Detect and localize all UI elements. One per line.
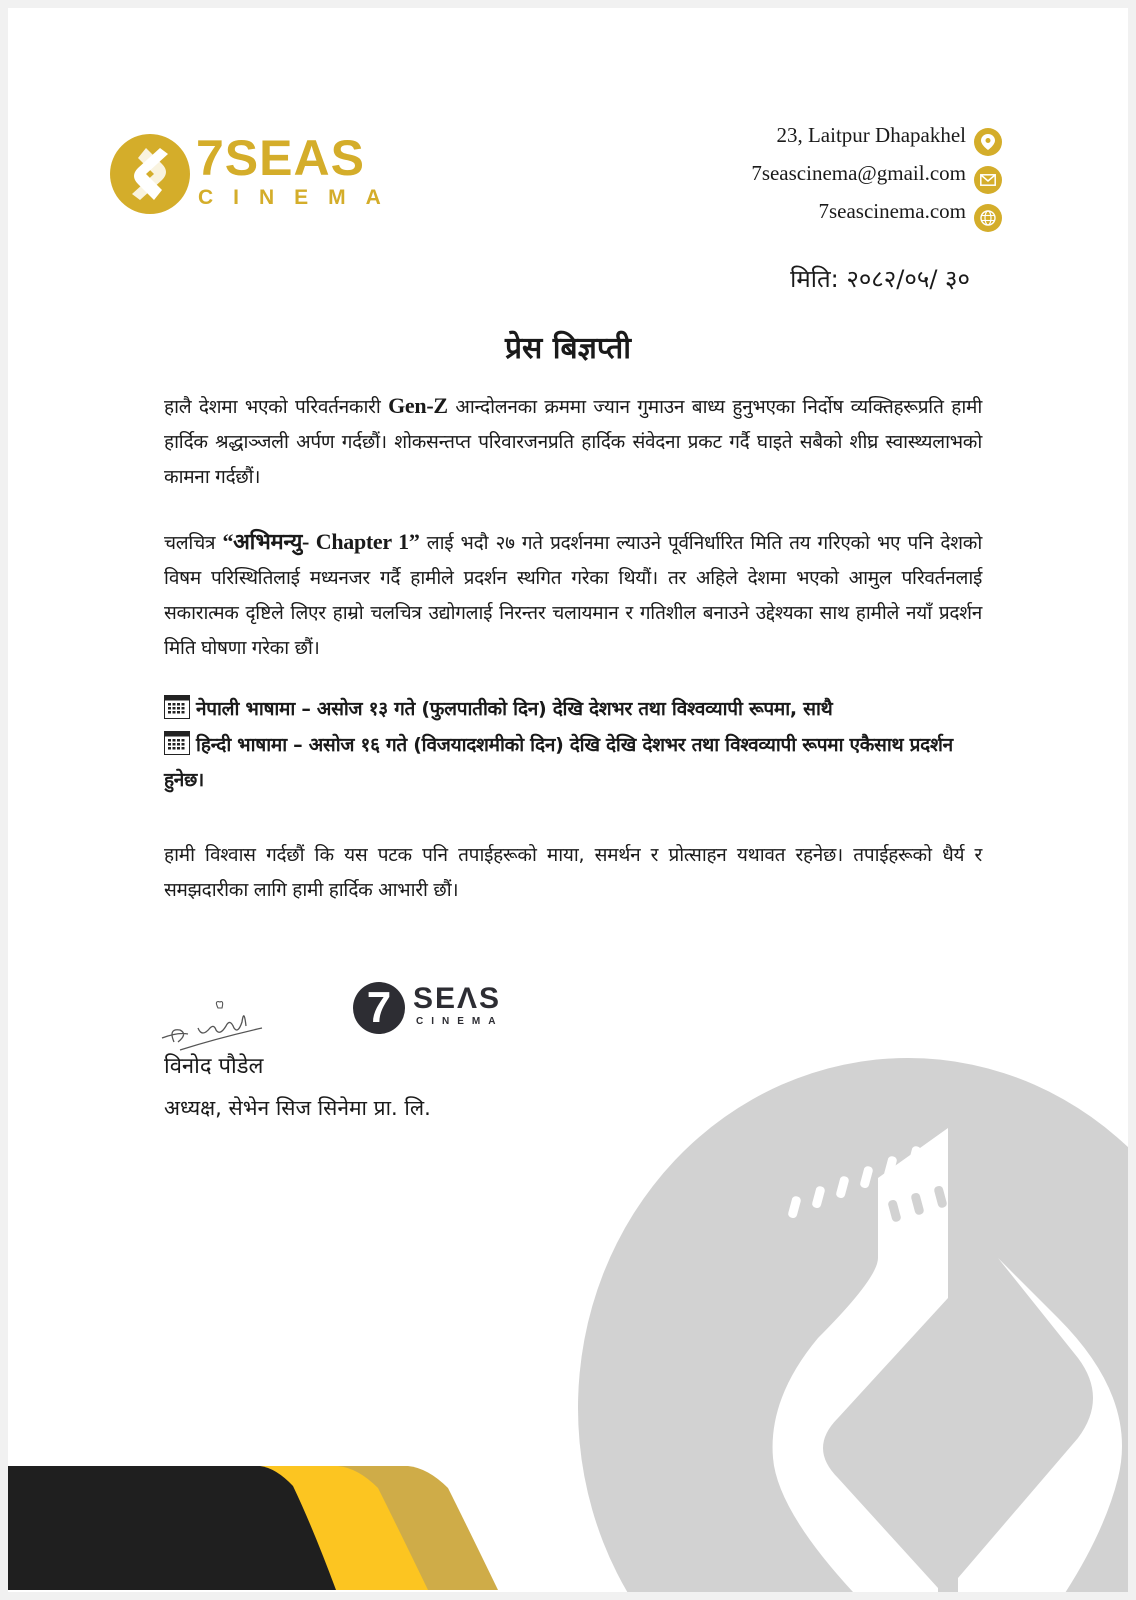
globe-icon xyxy=(974,204,1002,232)
signer-title: अध्यक्ष, सेभेन सिज सिनेमा प्रा. लि. xyxy=(164,1096,431,1120)
schedule-text: नेपाली भाषामा – असोज १३ गते (फुलपातीको दिन) देखि देशभर तथा विश्वव्यापी रूपमा, साथै xyxy=(196,698,833,720)
press-release-page xyxy=(8,8,1128,1592)
website-link[interactable]: 7seascinema.com xyxy=(818,198,966,223)
company-logo xyxy=(110,128,410,228)
watermark-logo-icon xyxy=(578,1058,1128,1592)
decorative-footer-stripes xyxy=(8,1458,548,1592)
film-reel-s-logo-icon xyxy=(110,134,190,214)
signer-name: विनोद पौडेल xyxy=(164,1054,264,1079)
envelope-icon xyxy=(974,166,1002,194)
schedule-nepali xyxy=(164,692,982,727)
paragraph-gratitude: हामी विश्वास गर्दछौं कि यस पटक पनि तपाईहरूको माया, समर्थन र प्रोत्साहन यथावत रहनेछ। तपाईहरूको धैर्य र समझदारीका लागि हामी हार्दिक आभारी छौं। xyxy=(164,844,983,901)
stamp-subtitle: CINEMA xyxy=(416,1016,504,1027)
location-pin-icon xyxy=(974,128,1002,156)
schedule-text: हिन्दी भाषामा – असोज १६ गते (विजयादशमीको दिन) देखि देखि देशभर तथा विश्वव्यापी रूपमा एकैसाथ प्रदर्शन हुनेछ। xyxy=(164,734,953,791)
contact-website xyxy=(751,192,1002,230)
contact-email xyxy=(751,154,1002,192)
paragraph-text: लाई भदौ २७ गते प्रदर्शनमा ल्याउने पूर्वनिर्धारित मिति तय गरिएको भए पनि देशको विषम परिस्थितिलाई मध्यनजर गर्दै हामीले प्रदर्शन स्थगित गरेका थियौं। तर अहिले देशमा भएको आमुल परिवर्तनलाई सकारात्मक दृष्टिले लिएर हाम्रो चलचित्र उद्योगलाई निरन्तर चलायमान र गतिशील बनाउने उद्देश्यका साथ हामीले नयाँ प्रदर्शन मिति घोषणा गरेका छौं। xyxy=(164,532,982,659)
calendar-icon xyxy=(164,695,190,719)
contact-block xyxy=(751,116,1002,230)
handwritten-signature xyxy=(158,998,268,1058)
address-text: 23, Laitpur Dhapakhel xyxy=(776,122,966,147)
film-title: “अभिमन्यु- Chapter 1” xyxy=(222,529,420,554)
movement-name: Gen-Z xyxy=(388,393,448,418)
logo-title: 7SEAS xyxy=(196,130,365,186)
stamp-logo-icon: 7 xyxy=(353,982,405,1034)
contact-address xyxy=(751,116,1002,154)
page-title: प्रेस बिज्ञप्ती xyxy=(504,331,632,366)
paragraph-condolence xyxy=(164,388,982,495)
document-date: मिति: २०८२/०५/ ३० xyxy=(790,265,970,293)
email-link[interactable]: 7seascinema@gmail.com xyxy=(751,160,966,185)
company-stamp xyxy=(353,978,533,1038)
stamp-title: SEΛS xyxy=(413,982,502,1015)
calendar-icon xyxy=(164,731,190,755)
logo-subtitle: CINEMA xyxy=(198,186,401,209)
paragraph-text: हालै देशमा भएको परिवर्तनकारी xyxy=(164,396,389,418)
paragraph-announcement xyxy=(164,524,982,666)
schedule-hindi xyxy=(164,728,982,798)
paragraph-text: आन्दोलनका क्रममा ज्यान गुमाउन बाध्य हुनुभएका निर्दोष व्यक्तिहरूप्रति हामी हार्दिक श्रद्धाञ्जली अर्पण गर्दछौं। शोकसन्तप्त परिवारजनप्रति हार्दिक संवेदना प्रकट गर्दै घाइते सबैको शीघ्र स्वास्थ्यलाभको कामना गर्दछौं। xyxy=(164,396,982,488)
paragraph-text: चलचित्र xyxy=(164,532,223,554)
